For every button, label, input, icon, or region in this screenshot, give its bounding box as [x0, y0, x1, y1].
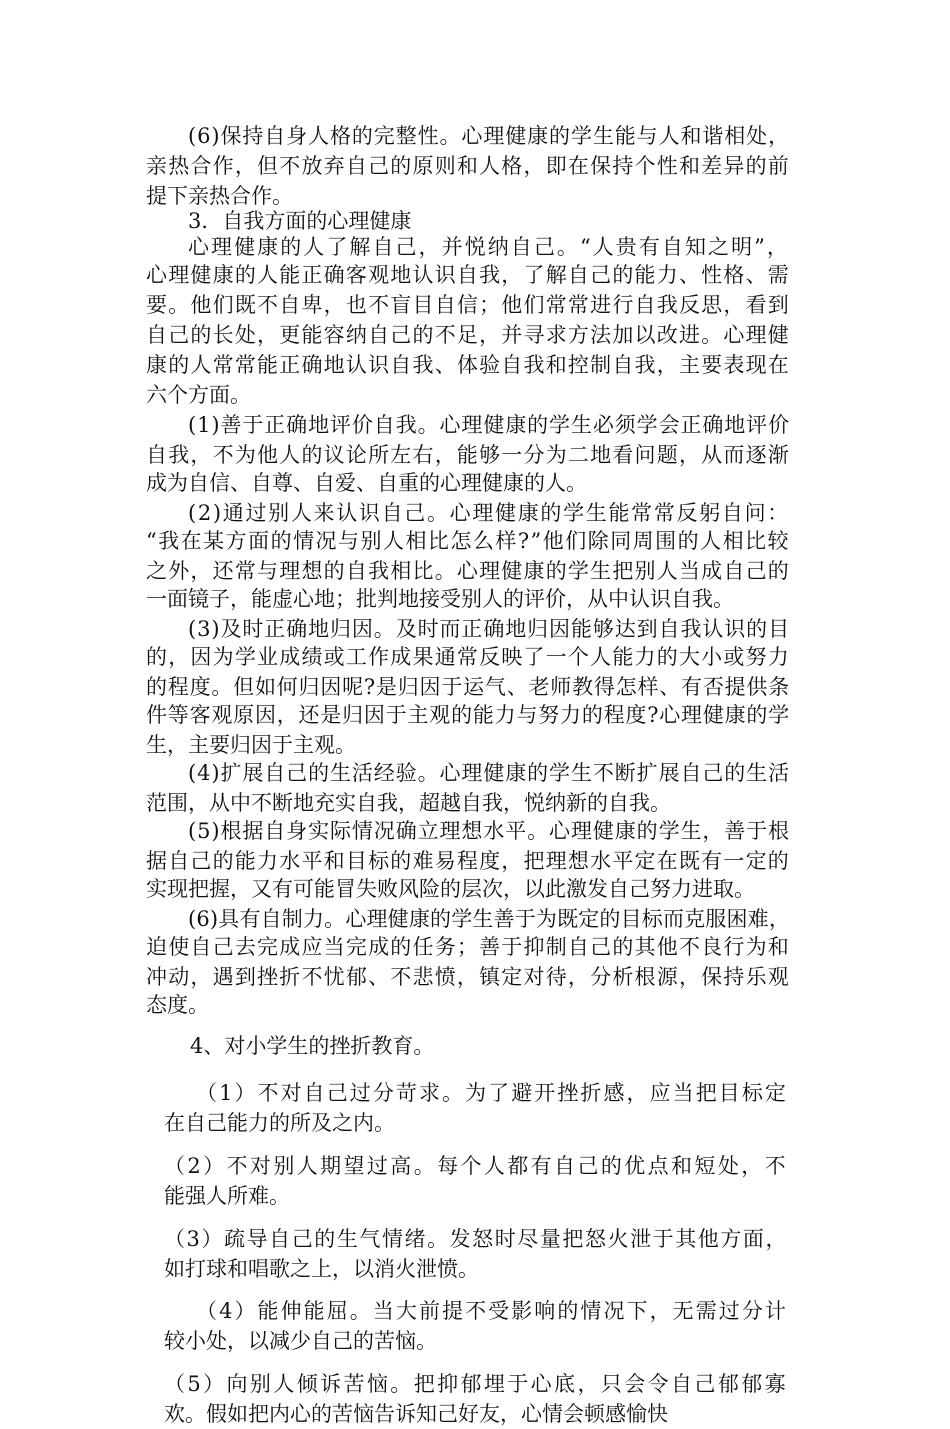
text-line: 康的人常常能正确地认识自我、体验自我和控制自我，主要表现在 — [146, 353, 790, 377]
text-line: 心理健康的人能正确客观地认识自我，了解自己的能力、性格、需 — [146, 263, 790, 287]
text-line: 态度。 — [146, 993, 209, 1017]
text-line: （1）不对自己过分苛求。为了避开挫折感，应当把目标定 — [196, 1081, 788, 1105]
text-line: 如打球和唱歌之上，以消火泄愤。 — [164, 1257, 479, 1281]
text-line: （5）向别人倾诉苦恼。把抑郁埋于心底，只会令自己郁郁寡 — [164, 1372, 788, 1396]
text-line: 成为自信、自尊、自爱、自重的心理健康的人。 — [146, 471, 587, 495]
text-line: 的，因为学业成绩或工作成果通常反映了一个人能力的大小或努力 — [146, 645, 790, 669]
text-line: 六个方面。 — [146, 383, 251, 407]
text-line: (6)保持自身人格的完整性。心理健康的学生能与人和谐相处， — [188, 124, 790, 148]
text-line: 提下亲热合作。 — [146, 184, 293, 208]
text-line: 亲热合作，但不放弃自己的原则和人格，即在保持个性和差异的前 — [146, 154, 790, 178]
text-line: 的程度。但如何归因呢?是归因于运气、老师教得怎样、有否提供条 — [146, 675, 790, 699]
text-line: 3．自我方面的心理健康 — [188, 209, 412, 233]
text-line: (5)根据自身实际情况确立理想水平。心理健康的学生，善于根 — [188, 819, 790, 843]
text-line: 生，主要归因于主观。 — [146, 733, 356, 757]
text-line: 自己的长处，更能容纳自己的不足，并寻求方法加以改进。心理健 — [146, 323, 790, 347]
text-line: (1)善于正确地评价自我。心理健康的学生必须学会正确地评价 — [188, 413, 790, 437]
text-line: (4)扩展自己的生活经验。心理健康的学生不断扩展自己的生活 — [188, 761, 790, 785]
text-line: 一面镜子，能虚心地；批判地接受别人的评价，从中认识自我。 — [146, 587, 734, 611]
text-line: “我在某方面的情况与别人相比怎么样?”他们除同周围的人相比较 — [146, 529, 790, 553]
text-line: （2）不对别人期望过高。每个人都有自己的优点和短处，不 — [164, 1154, 788, 1178]
text-line: 在自己能力的所及之内。 — [164, 1111, 395, 1135]
text-line: 心理健康的人了解自己，并悦纳自己。“人贵有自知之明”， — [188, 235, 790, 259]
text-line: (2)通过别人来认识自己。心理健康的学生能常常反躬自问： — [188, 501, 790, 525]
text-line: 自我，不为他人的议论所左右，能够一分为二地看问题，从而逐渐 — [146, 443, 790, 467]
text-line: 4、对小学生的挫折教育。 — [190, 1034, 435, 1058]
text-line: 之外，还常与理想的自我相比。心理健康的学生把别人当成自己的 — [146, 559, 790, 583]
text-line: （4）能伸能屈。当大前提不受影响的情况下，无需过分计 — [196, 1299, 788, 1323]
text-line: 范围，从中不断地充实自我，超越自我，悦纳新的自我。 — [146, 791, 671, 815]
text-line: 较小处，以减少自己的苦恼。 — [164, 1329, 437, 1353]
text-line: 件等客观原因，还是归因于主观的能力与努力的程度?心理健康的学 — [146, 703, 790, 727]
text-line: (3)及时正确地归因。及时而正确地归因能够达到自我认识的目 — [188, 617, 790, 641]
text-line: 欢。假如把内心的苦恼告诉知己好友，心情会顿感愉快 — [164, 1402, 668, 1426]
text-line: 要。他们既不自卑，也不盲目自信；他们常常进行自我反思，看到 — [146, 293, 790, 317]
text-line: 能强人所难。 — [164, 1184, 290, 1208]
text-line: 迫使自己去完成应当完成的任务；善于抑制自己的其他不良行为和 — [146, 935, 790, 959]
text-line: 实现把握，又有可能冒失败风险的层次，以此激发自己努力进取。 — [146, 877, 755, 901]
text-line: 据自己的能力水平和目标的难易程度，把理想水平定在既有一定的 — [146, 849, 790, 873]
text-line: 冲动，遇到挫折不忧郁、不悲愤，镇定对待，分析根源，保持乐观 — [146, 965, 790, 989]
text-line: (6)具有自制力。心理健康的学生善于为既定的目标而克服困难， — [188, 907, 790, 931]
text-line: （3）疏导自己的生气情绪。发怒时尽量把怒火泄于其他方面， — [164, 1227, 788, 1251]
